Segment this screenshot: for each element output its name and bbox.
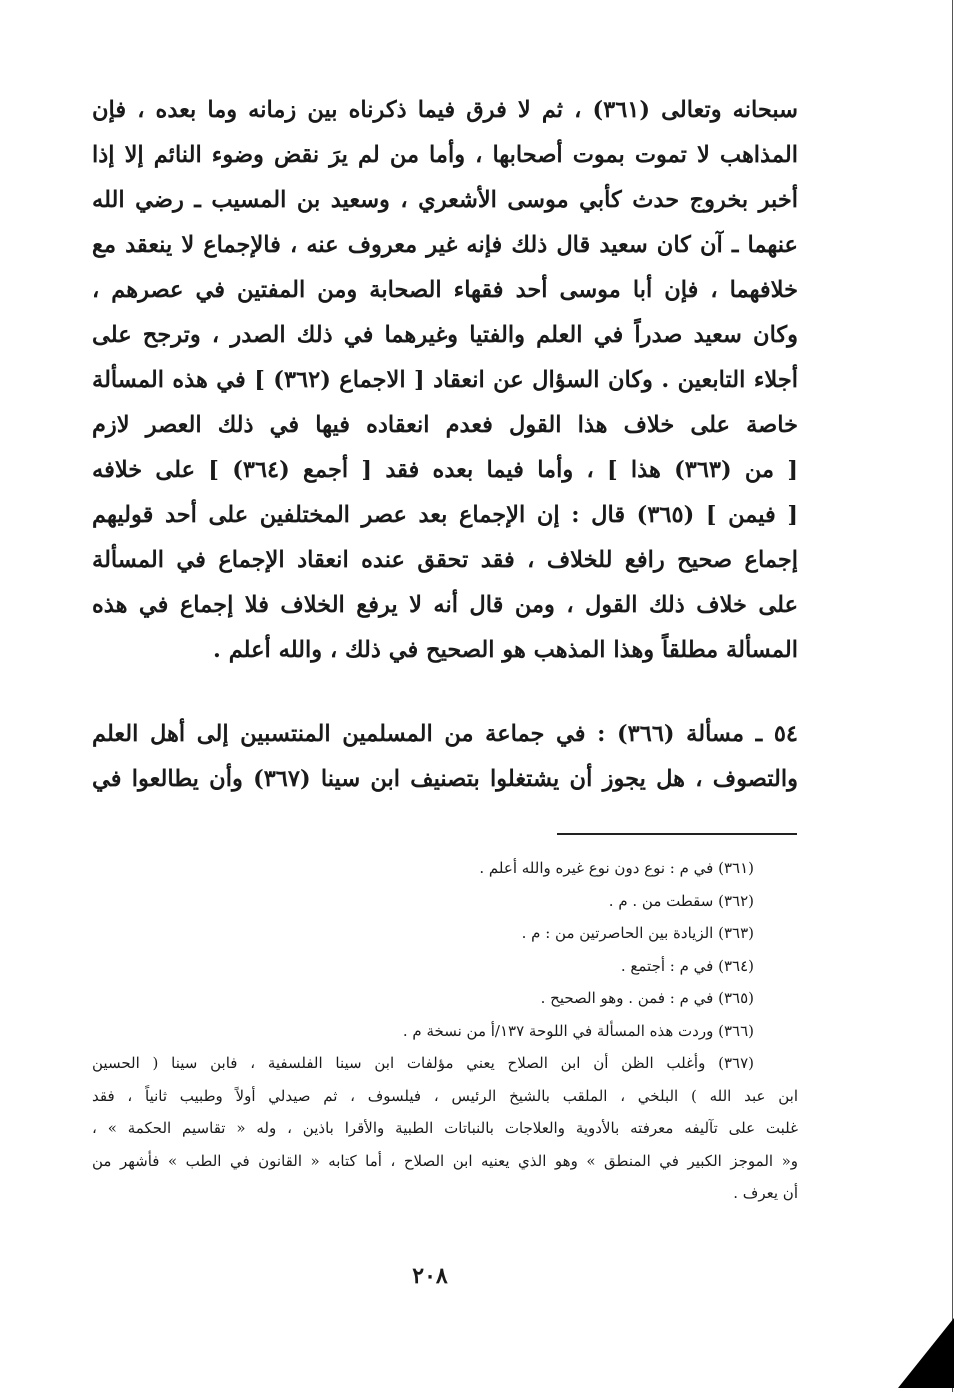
- footnote-367-line-5: أن يعرف .: [733, 1184, 798, 1202]
- text-line-6: وكان سعيد صدراً في العلم والفتيا وغيرهما في ذلك الصدر ، وترجح على: [92, 322, 798, 348]
- footnote-367-line-4: و« الموجز الكبير في المنطق » وهو الذي يعنيه ابن الصلاح ، أما كتابه « القانون في الطب » فأشهر من: [92, 1151, 798, 1170]
- text-line-13: المسألة مطلقاً وهذا المذهب هو الصحيح في ذلك ، والله أعلم .: [213, 637, 798, 663]
- issue-54: [92, 712, 798, 802]
- footnote-362: (٣٦٢) سقطت من . م .: [608, 891, 754, 910]
- issue-heading: ٥٤ ـ مسألة (٣٦٦) :: [597, 721, 798, 747]
- page-corner-mark: [898, 1318, 954, 1388]
- footnote-367-line-3: غلبت على تآليفه معرفته بالأدوية والعلاجات بالنباتات الطبية والأقرا باذين ، وله « تقاسيم الحكمة » ،: [92, 1119, 798, 1137]
- text-line-11: إجماع صحيح رافع للخلاف ، فقد تحقق عنده انعقاد الإجماع في المسألة: [92, 547, 798, 573]
- page-edge-line: [952, 0, 953, 1392]
- footnote-367: [92, 1047, 798, 1210]
- issue-line-2: والتصوف ، هل يجوز أن يشتغلوا بتصنيف ابن سينا (٣٦٧) وأن يطالعوا في: [92, 766, 798, 792]
- text-line-9: [ من (٣٦٣) هذا ] ، وأما فيما بعده فقد [ أجمع (٣٦٤) ] على خلافه: [92, 457, 798, 483]
- text-line-8: خاصة على خلاف هذا القول فعدم انعقاده فيها في ذلك العصر لازم: [92, 412, 798, 438]
- text-line-12: على خلاف ذلك القول ، ومن قال أنه لا يرفع الخلاف فلا إجماع في هذه: [92, 592, 798, 618]
- footnote-367-line-2: ابن عبد الله ) البلخي ، الملقب بالشيخ الرئيس ، فيلسوف ، ثم صيدلي أولاً وطبيب ثانياً ، فقد: [92, 1086, 798, 1105]
- text-line-10: [ فيمن ] (٣٦٥) قال : إن الإجماع بعد عصر المختلفين على أحد قوليهم: [92, 502, 798, 528]
- text-line-1: سبحانه وتعالى (٣٦١) ، ثم لا فرق فيما ذكرناه بين زمانه وما بعده ، فإن: [92, 97, 798, 123]
- footnote-365: (٣٦٥) في م : فمن . وهو الصحيح .: [540, 989, 754, 1007]
- page-number: ٢٠٨: [412, 1263, 448, 1289]
- text-line-4: عنهما ـ آن كان سعيد قال ذلك فإنه غير معروف عنه ، فالإجماع لا ينعقد مع: [92, 232, 798, 258]
- text-line-3: أخبر بخروج حدث كأبي موسى الأشعري ، وسعيد بن المسيب ـ رضي الله: [92, 187, 798, 213]
- footnotes: [92, 852, 798, 1210]
- text-line-5: خلافهما ، فإن أبا موسى أحد فقهاء الصحابة ومن المفتين في عصرهم ،: [92, 277, 798, 303]
- issue-line-1: [92, 712, 798, 757]
- text-line-2: المذاهب لا تموت بموت أصحابها ، وأما من لم يرَ نقض وضوء النائم إلا إذا: [92, 142, 798, 168]
- footnote-366: (٣٦٦) وردت هذه المسألة في اللوحة ١٣٧/أ من نسخة م .: [402, 1021, 754, 1040]
- issue-line-1-text: في جماعة من المسلمين المنتسبين إلى أهل العلم: [92, 721, 586, 747]
- footnote-separator: [557, 833, 797, 835]
- main-text: [92, 88, 798, 673]
- footnote-363: (٣٦٣) الزيادة بين الحاصرتين من : م .: [521, 924, 754, 942]
- text-line-7: أجلاء التابعين . وكان السؤال عن انعقاد [ الاجماع (٣٦٢) ] في هذه المسألة: [92, 367, 798, 393]
- footnote-364: (٣٦٤) في م : أجتمع .: [620, 956, 754, 975]
- footnote-367-line-1: (٣٦٧) وأغلب الظن أن ابن الصلاح يعني مؤلفات ابن سينا الفلسفية ، فابن سينا ( الحسين: [92, 1054, 754, 1072]
- footnote-361: (٣٦١) في م : نوع دون نوع غيره والله أعلم .: [479, 859, 754, 877]
